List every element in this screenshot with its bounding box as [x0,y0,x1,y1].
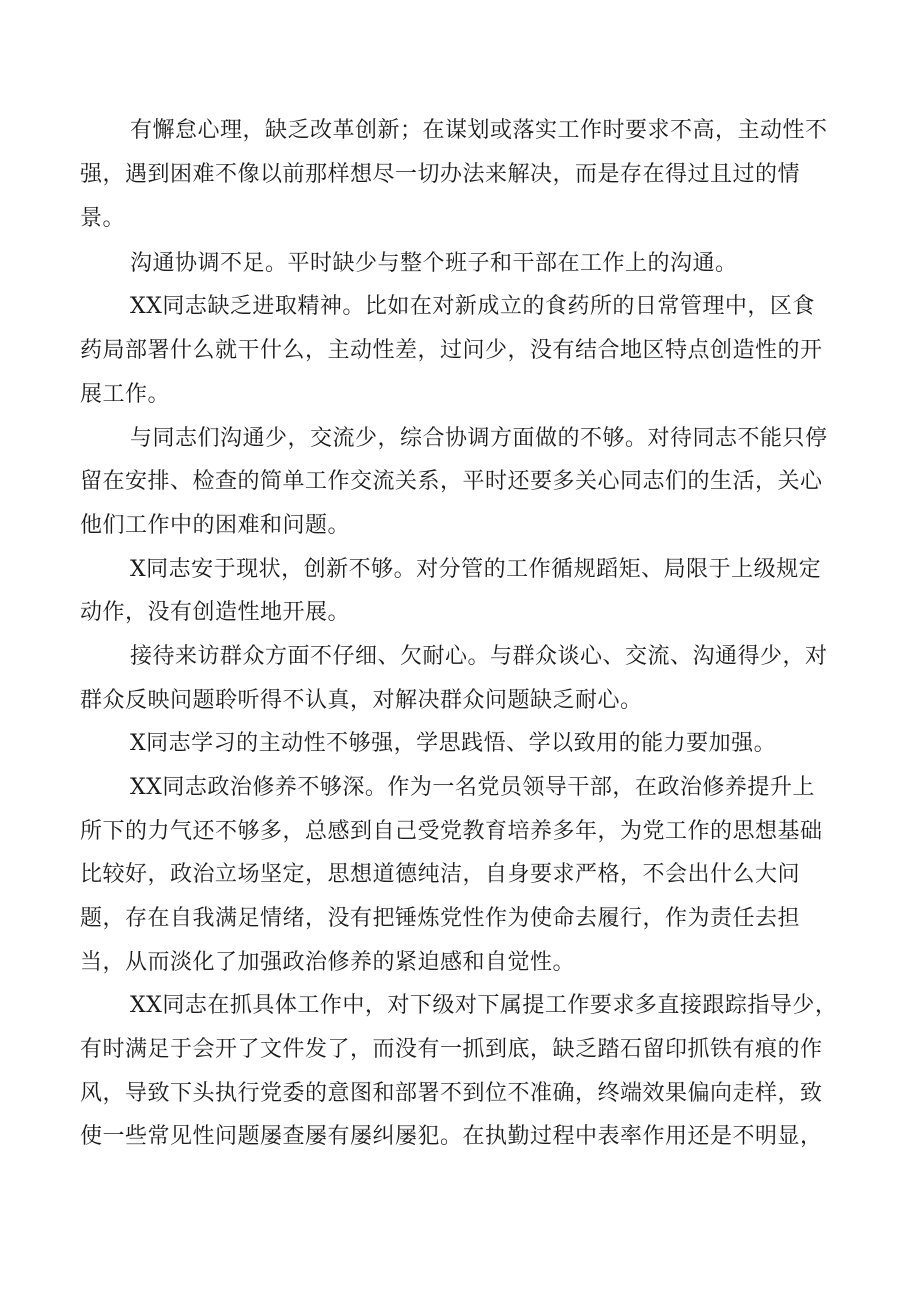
text-line: 留在安排、检查的简单工作交流关系，平时还要多关心同志们的生活，关心 [80,469,823,494]
text-line: XX同志政治修养不够深。作为一名党员领导干部，在政治修养提升上 [130,775,815,800]
text-line: 所下的力气还不够多，总感到自己受党教育培养多年，为党工作的思想基础 [80,819,823,844]
text-line: 展工作。 [80,382,171,407]
text-line: 沟通协调不足。平时缺少与整个班子和干部在工作上的沟通。 [130,251,738,276]
text-line: 使一些常见性问题屡查屡有屡纠屡犯。在执勤过程中表率作用还是不明显， [80,1124,823,1149]
text-line: X同志安于现状，创新不够。对分管的工作循规蹈矩、局限于上级规定 [130,557,822,582]
text-line: 当，从而淡化了加强政治修养的紧迫感和自觉性。 [80,950,576,975]
text-line: 动作，没有创造性地开展。 [80,600,351,625]
text-line: 与同志们沟通少，交流少，综合协调方面做的不够。对待同志不能只停 [130,426,828,451]
text-line: 他们工作中的困难和问题。 [80,513,351,538]
text-line: 景。 [80,206,126,231]
text-line: 群众反映问题聆听得不认真，对解决群众问题缺乏耐心。 [80,688,643,713]
text-line: 接待来访群众方面不仔细、欠耐心。与群众谈心、交流、沟通得少，对 [130,644,828,669]
text-line: 强，遇到困难不像以前那样想尽一切办法来解决，而是存在得过且过的情 [80,162,801,187]
text-line: 题，存在自我满足情绪，没有把锤炼党性作为使命去履行，作为责任去担 [80,906,801,931]
text-line: X同志学习的主动性不够强，学思践悟、学以致用的能力要加强。 [130,731,777,756]
text-line: 有时满足于会开了文件发了，而没有一抓到底，缺乏踏石留印抓铁有痕的作 [80,1037,823,1062]
text-line: XX同志缺乏进取精神。比如在对新成立的食药所的日常管理中，区食 [130,294,815,319]
text-line: 有懈怠心理，缺乏改革创新；在谋划或落实工作时要求不高，主动性不 [130,118,828,143]
text-line: 药局部署什么就干什么，主动性差，过问少，没有结合地区特点创造性的开 [80,338,823,363]
text-line: 比较好，政治立场坚定，思想道德纯洁，自身要求严格，不会出什么大问 [80,862,801,887]
text-line: XX同志在抓具体工作中，对下级对下属提工作要求多直接跟踪指导少， [130,993,838,1018]
text-line: 风，导致下头执行党委的意图和部署不到位不准确，终端效果偏向走样，致 [80,1081,823,1106]
